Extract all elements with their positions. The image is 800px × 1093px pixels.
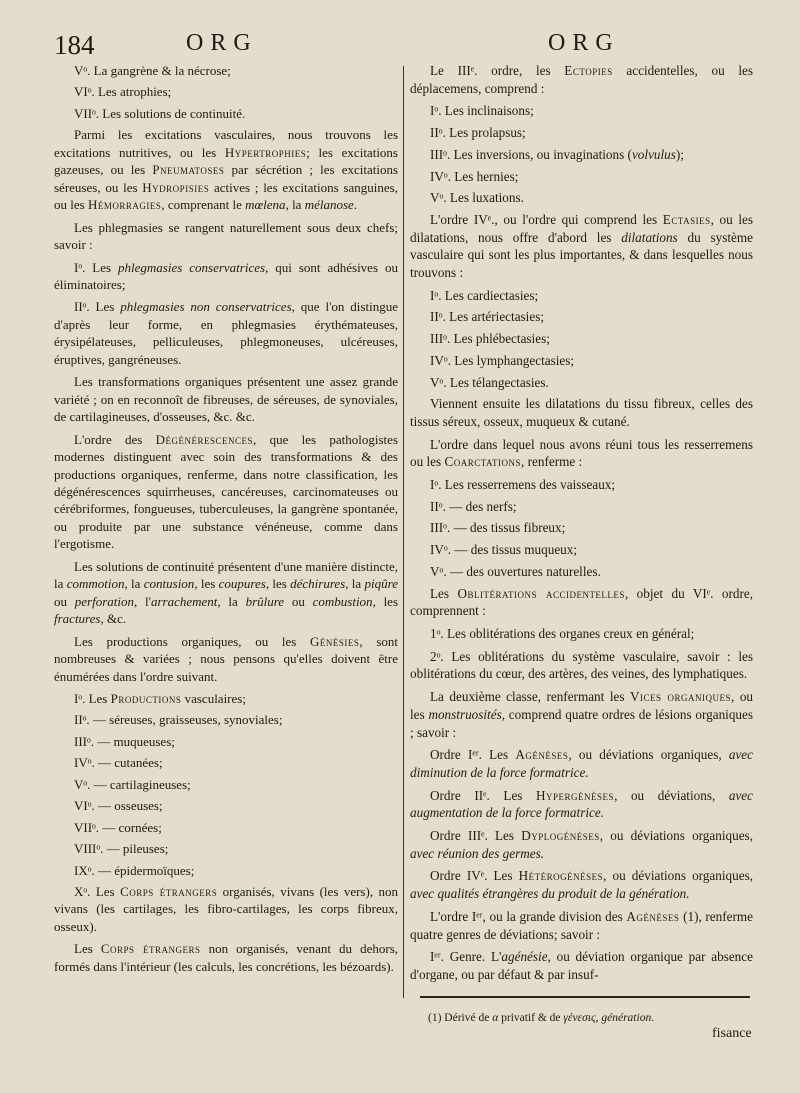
list-item: Iᵒ. Les cardiectasies;	[430, 287, 539, 303]
paragraph: Les solutions de continuité présentent d'une manière distincte, la commotion, la contusion, les coupures, les déchirures, la piqûre ou perforation, l'arrachement, la brûlure ou combustion, les fractures, &c.	[54, 558, 399, 627]
list-item: Vᵒ. — des ouvertures naturelles.	[430, 563, 601, 579]
list-item: VIIᵒ. — cornées;	[74, 819, 162, 835]
paragraph: Les transformations organiques présentent une assez grande variété ; on en reconnoît de fibreuses, de séreuses, de synoviales, de cartilagineuses, d'osseuses, &c. &c.	[54, 374, 398, 425]
paragraph: Viennent ensuite les dilatations du tissu fibreux, celles des tissus séreux, osseux, muqueux & cutané.	[410, 396, 753, 429]
list-item: VIIᵒ. Les solutions de continuité.	[74, 105, 246, 121]
list-item: Iᵒ. Les resserremens des vaisseaux;	[430, 477, 616, 493]
paragraph: IIᵒ. Les phlegmasies non conservatrices, que l'on distingue d'après leur forme, en phlegmasies érythémateuses, érysipélateuses, pelliculeuses, phlegmoneuses, ulcéreuses, éruptives, gangréneuses.	[54, 299, 398, 367]
paragraph: 1ᵒ. Les oblitérations des organes creux en général;	[430, 625, 695, 641]
paragraph: Parmi les excitations vasculaires, nous trouvons les excitations nutritives, ou les Hypertrophies; les excitations gazeuses, ou les Pneumatoses par sécrétion ; les excitations séreuses, ou les Hydropisies actives ; les excitations sanguines, ou les Hémorragies, comprenant le mœlena, la mélanose.	[54, 127, 399, 213]
paragraph: Iᵉʳ. Genre. L'agénésie, ou déviation organique par absence d'organe, ou par défaut & par insuf-	[410, 949, 753, 982]
paragraph: Iᵒ. Les phlegmasies conservatrices, qui sont adhésives ou éliminatoires;	[54, 259, 398, 292]
list-item: IIᵒ. — séreuses, graisseuses, synoviales;	[74, 712, 283, 728]
paragraph: L'ordre dans lequel nous avons réuni tous les resserremens ou les Coarctations, renferme :	[410, 436, 753, 470]
list-item: IIIᵒ. Les phlébectasies;	[430, 331, 550, 347]
paragraph: Xᵒ. Les Corps étrangers organisés, vivans (les vers), non vivans (les cartilages, les fibro-cartilages, les corps fibreux, osseux).	[54, 884, 399, 934]
list-item: IVᵒ. Les hernies;	[430, 168, 519, 184]
running-head-left: ORG	[186, 30, 258, 56]
list-item: IVᵒ. — cutanées;	[74, 755, 163, 771]
paragraph: Les Oblitérations accidentelles, objet du VIᵉ. ordre, comprennent :	[410, 585, 754, 619]
list-item: Vᵒ. — cartilagineuses;	[74, 776, 191, 792]
right-column	[410, 62, 753, 989]
footnote: (1) Dérivé de α privatif & de γένεσις, génération.	[428, 1012, 655, 1024]
paragraph: L'ordre des Dégénérescences, que les pathologistes modernes distinguent avec soin des transformations & des productions organiques, renferme, dans notre classification, les dégénérescences squirrheuses, cancéreuses, carcinomateuses ou cérébriformes, fongueuses, tuberculeuses, la gangrène spontanée, ou produite par une substance vénéneuse, comme dans l'ergotisme.	[54, 431, 398, 552]
list-item: Vᵒ. La gangrène & la nécrose;	[74, 63, 231, 78]
paragraph: Les Corps étrangers non organisés, venant du dehors, formés dans l'intérieur (les calculs, les concrétions, les bézoards).	[54, 941, 398, 974]
paragraph: Ordre IIᵉ. Les Hypergénèses, ou déviations, avec augmentation de la force formatrice.	[410, 787, 753, 821]
paragraph: La deuxième classe, renfermant les Vices organiques, ou les monstruosités, comprend quatre ordres de lésions organiques ; savoir :	[410, 689, 754, 740]
paragraph: L'ordre IVᵉ., ou l'ordre qui comprend les Ectasies, ou les dilatations, nous offre d'abord les dilatations du système vasculaire qui sont les plus importantes, & dans lesquelles nous trouvons :	[410, 211, 753, 281]
catchword: fisance	[712, 1026, 752, 1041]
footnote-rule	[420, 996, 750, 998]
paragraph: Ordre Iᵉʳ. Les Agénèses, ou déviations organiques, avec diminution de la force formatrice.	[410, 747, 753, 780]
list-item: IVᵒ. Les lymphangectasies;	[430, 352, 575, 368]
list-item: IVᵒ. — des tissus muqueux;	[430, 542, 578, 558]
paragraph: Le IIIᵉ. ordre, les Ectopies accidentelles, ou les déplacemens, comprend :	[410, 63, 754, 96]
running-head-right: ORG	[548, 30, 620, 56]
list-item: VIᵒ. Les atrophies;	[74, 84, 172, 100]
list-item: IXᵒ. — épidermoïques;	[74, 862, 195, 878]
paragraph: 2ᵒ. Les oblitérations du système vasculaire, savoir : les oblitérations du cœur, des artères, des veines, des lymphatiques.	[410, 648, 753, 682]
paragraph: L'ordre Iᵉʳ, ou la grande division des Agénèses (1), renferme quatre genres de déviations; savoir :	[410, 908, 753, 942]
list-item: Iᵒ. Les inclinaisons;	[430, 103, 534, 119]
list-item: VIᵒ. — osseuses;	[74, 798, 163, 814]
list-item: Vᵒ. Les télangectasies.	[430, 374, 549, 390]
paragraph: Ordre IIIᵉ. Les Dyplogénèses, ou déviations organiques, avec réunion des germes.	[410, 828, 753, 861]
list-item: IIᵒ. Les artériectasies;	[430, 309, 544, 325]
list-item: IIIᵒ. Les inversions, ou invaginations (volvulus);	[430, 146, 684, 162]
list-item: IIIᵒ. — des tissus fibreux;	[430, 520, 566, 536]
page-number: 184	[54, 30, 95, 60]
list-item: Iᵒ. Les Productions vasculaires;	[74, 690, 246, 706]
list-item: Vᵒ. Les luxations.	[430, 190, 524, 206]
paragraph: Les phlegmasies se rangent naturellement sous deux chefs; savoir :	[54, 219, 398, 253]
list-item: VIIIᵒ. — pileuses;	[74, 841, 169, 857]
list-item: IIIᵒ. — muqueuses;	[74, 733, 175, 749]
column-divider	[403, 66, 404, 998]
paragraph: Ordre IVᵉ. Les Hétérogénèses, ou déviations organiques, avec qualités étrangères du produit de la génération.	[410, 868, 753, 902]
list-item: IIᵒ. — des nerfs;	[430, 498, 517, 514]
paragraph: Les productions organiques, ou les Génésies, sont nombreuses & variées ; nous pensons qu'elles doivent être énumérées dans l'ordre suivant.	[54, 633, 398, 684]
list-item: IIᵒ. Les prolapsus;	[430, 125, 526, 141]
left-column	[54, 62, 398, 980]
